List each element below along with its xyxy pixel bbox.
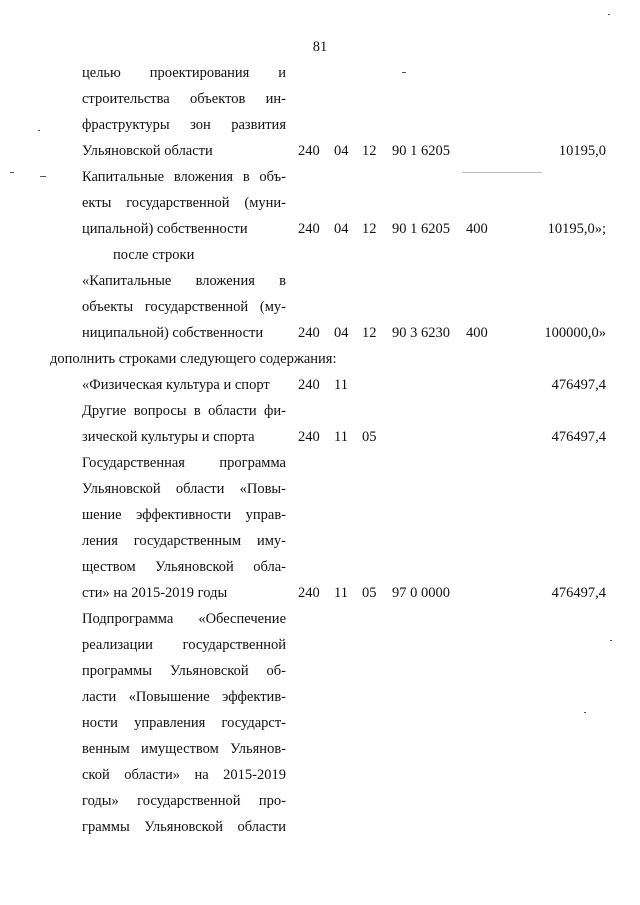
text-line: Другие вопросы в области фи- xyxy=(82,403,286,419)
text-line: ласти «Повышение эффектив- xyxy=(82,689,286,705)
subsection-code: 12 xyxy=(362,325,377,341)
text-line: после строки xyxy=(113,247,195,263)
scan-speck xyxy=(10,172,14,173)
text-line: целью проектирования и xyxy=(82,65,286,81)
text-line: Подпрограмма «Обеспечение xyxy=(82,611,286,627)
target-article-code: 97 0 0000 xyxy=(392,585,450,601)
subsection-code: 12 xyxy=(362,143,377,159)
text-line: зической культуры и спорта xyxy=(82,429,255,445)
scan-speck xyxy=(584,712,586,713)
subsection-code: 05 xyxy=(362,585,377,601)
text-line: ществом Ульяновской обла- xyxy=(82,559,286,575)
section-code: 04 xyxy=(334,221,349,237)
subsection-code: 05 xyxy=(362,429,377,445)
scan-speck xyxy=(38,130,40,131)
text-line: ления государственным иму- xyxy=(82,533,286,549)
target-article-code: 90 1 6205 xyxy=(392,221,450,237)
text-line: Государственная программа xyxy=(82,455,286,471)
section-code: 04 xyxy=(334,325,349,341)
amount-value: 100000,0» xyxy=(544,325,606,341)
text-line: ниципальной) собственности xyxy=(82,325,264,341)
text-line: программы Ульяновской об- xyxy=(82,663,286,679)
text-line: годы» государственной про- xyxy=(82,793,286,809)
text-line: шение эффективности управ- xyxy=(82,507,286,523)
text-line: «Физическая культура и спорт xyxy=(82,377,270,393)
scan-speck xyxy=(462,172,542,173)
text-line: венным имуществом Ульянов- xyxy=(82,741,286,757)
expense-type-code: 400 xyxy=(466,221,488,237)
text-line: Ульяновской области «Повы- xyxy=(82,481,286,497)
scan-speck xyxy=(402,72,406,73)
text-line: Ульяновской области xyxy=(82,143,213,159)
scan-speck xyxy=(608,14,610,15)
amount-value: 10195,0 xyxy=(558,143,606,159)
amount-value: 10195,0»; xyxy=(547,221,606,237)
text-line: дополнить строками следующего содержания: xyxy=(50,351,337,367)
ministry-code: 240 xyxy=(298,377,320,393)
subsection-code: 12 xyxy=(362,221,377,237)
section-code: 11 xyxy=(334,429,348,445)
page-number: 81 xyxy=(312,39,328,55)
ministry-code: 240 xyxy=(298,143,320,159)
amount-value: 476497,4 xyxy=(551,585,606,601)
text-line: реализации государственной xyxy=(82,637,286,653)
section-code: 11 xyxy=(334,377,348,393)
scan-speck xyxy=(610,640,612,641)
ministry-code: 240 xyxy=(298,221,320,237)
amount-value: 476497,4 xyxy=(551,377,606,393)
text-line: екты государственной (муни- xyxy=(82,195,286,211)
text-line: ской области» на 2015-2019 xyxy=(82,767,286,783)
text-line: ности управления государст- xyxy=(82,715,286,731)
text-line: сти» на 2015-2019 годы xyxy=(82,585,228,601)
ministry-code: 240 xyxy=(298,325,320,341)
expense-type-code: 400 xyxy=(466,325,488,341)
ministry-code: 240 xyxy=(298,585,320,601)
target-article-code: 90 1 6205 xyxy=(392,143,450,159)
target-article-code: 90 3 6230 xyxy=(392,325,450,341)
text-line: Капитальные вложения в объ- xyxy=(82,169,286,185)
text-line: граммы Ульяновской области xyxy=(82,819,286,835)
text-line: строительства объектов ин- xyxy=(82,91,286,107)
text-line: «Капитальные вложения в xyxy=(82,273,286,289)
text-line: ципальной) собственности xyxy=(82,221,248,237)
section-code: 04 xyxy=(334,143,349,159)
amount-value: 476497,4 xyxy=(551,429,606,445)
section-code: 11 xyxy=(334,585,348,601)
ministry-code: 240 xyxy=(298,429,320,445)
scan-speck xyxy=(40,176,46,177)
text-line: объекты государственной (му- xyxy=(82,299,286,315)
text-line: фраструктуры зон развития xyxy=(82,117,286,133)
